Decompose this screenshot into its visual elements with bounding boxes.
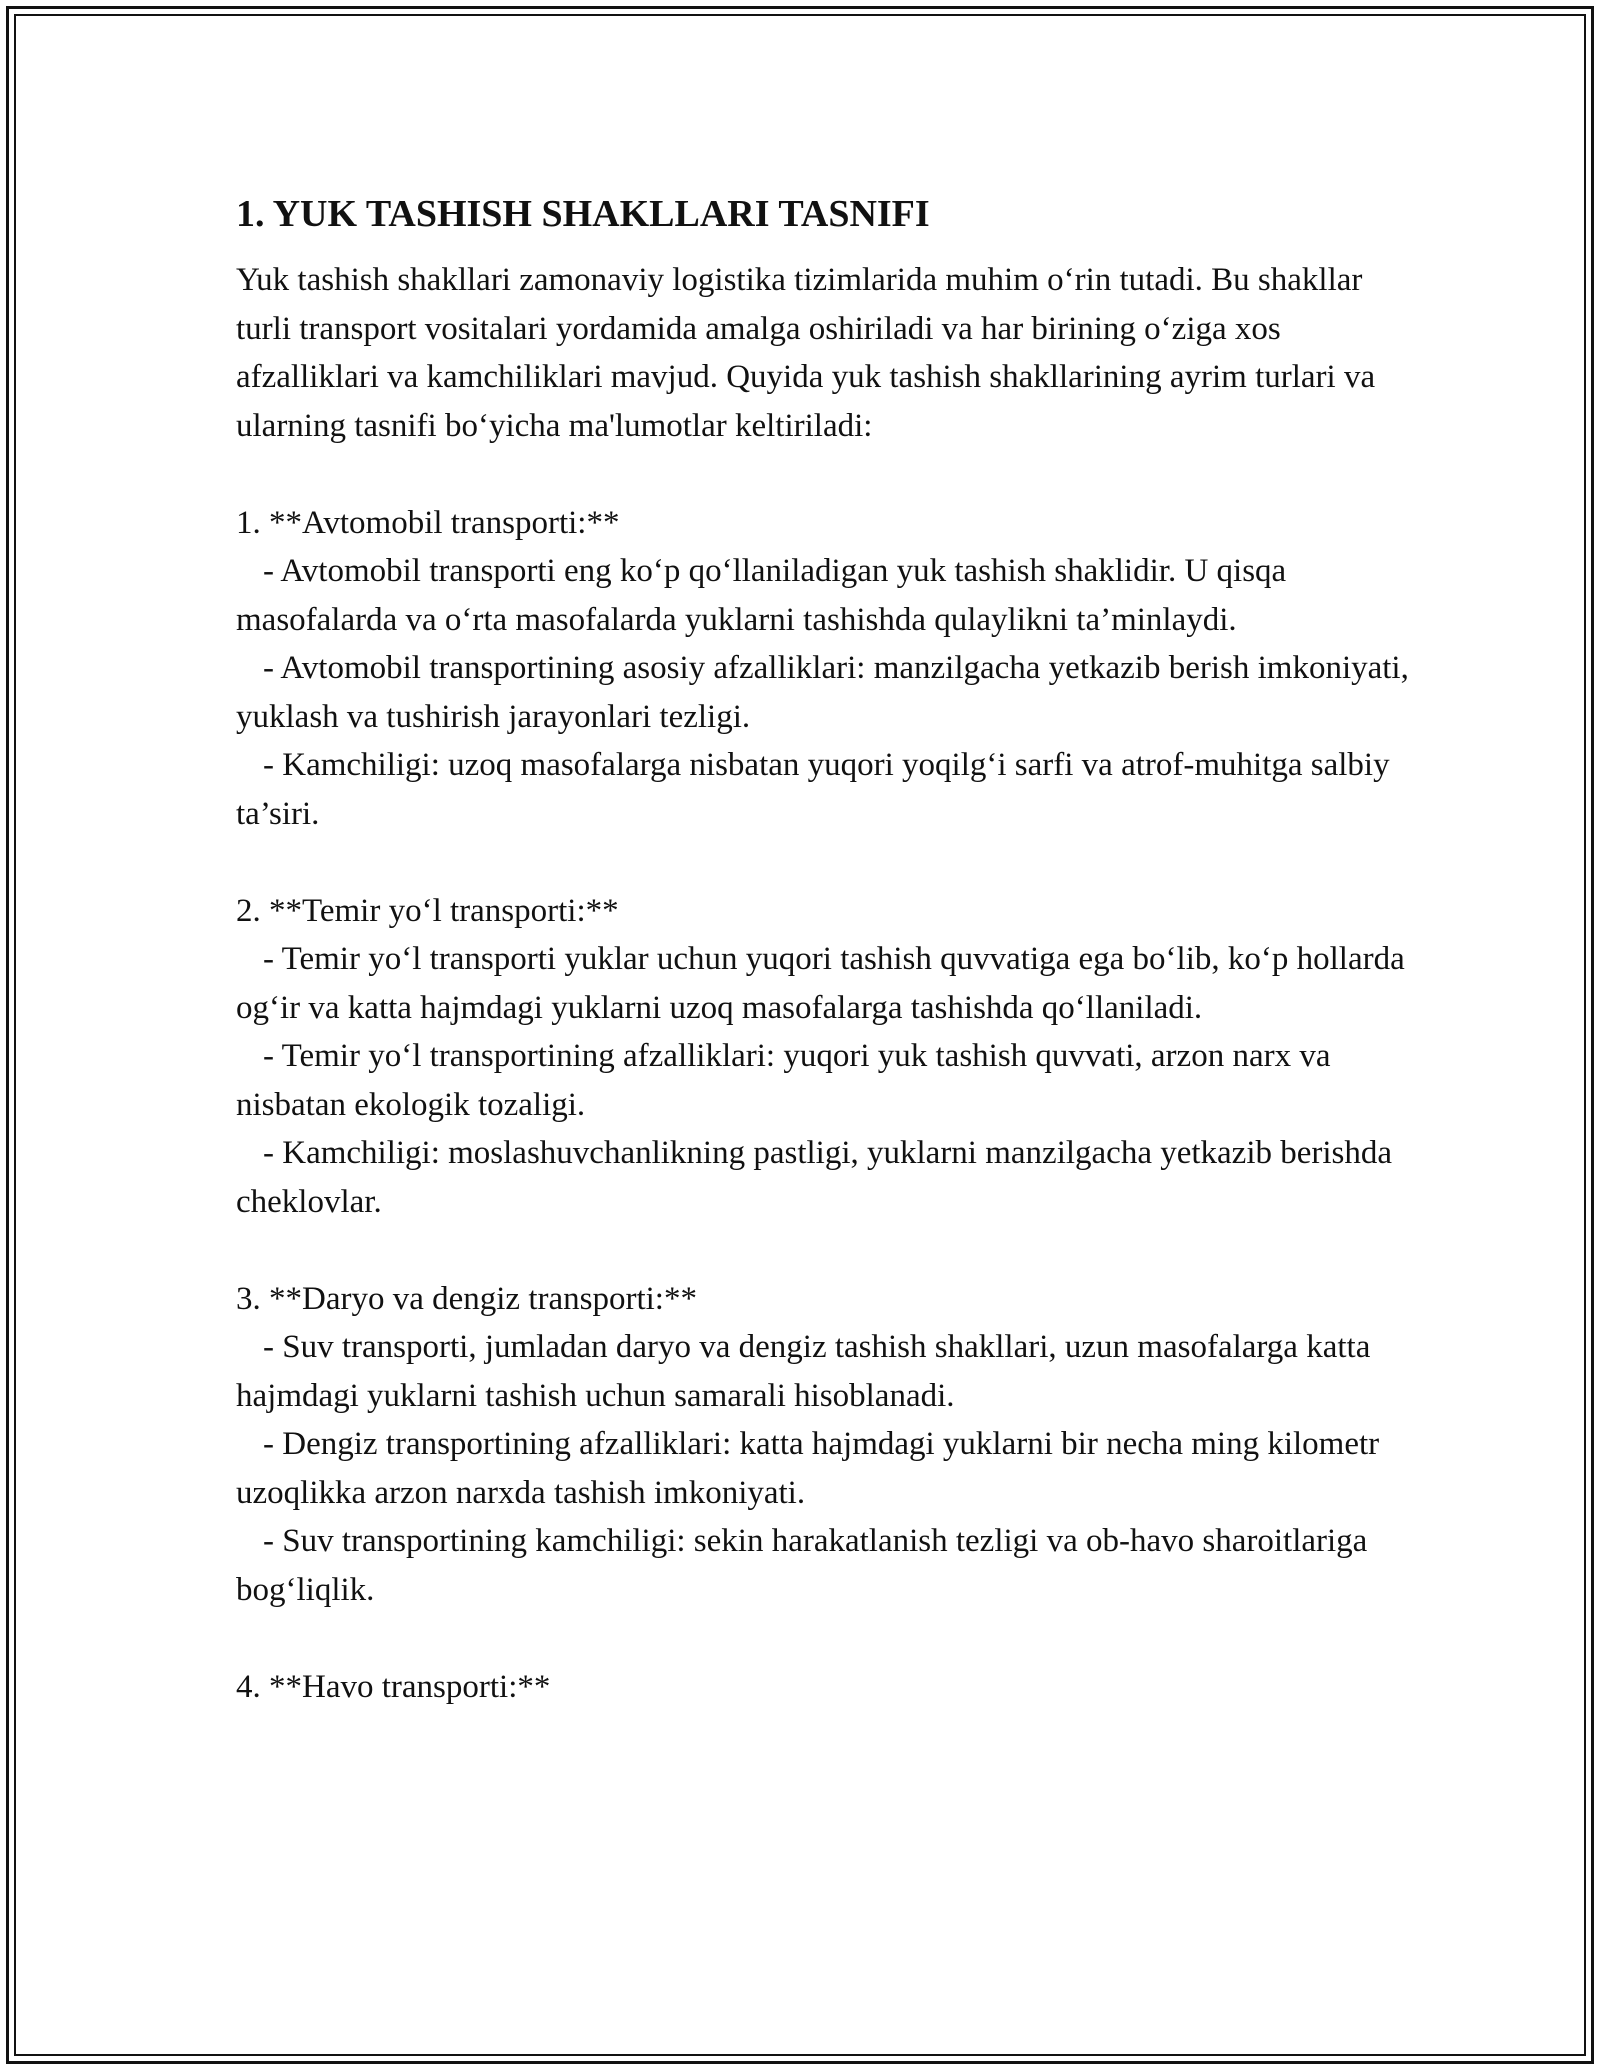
section-avtomobil bbox=[236, 499, 1416, 839]
section-temir-yol bbox=[236, 887, 1416, 1227]
section-item: - Avtomobil transportining asosiy afzalliklari: manzilgacha yetkazib berish imkoniyati, yuklash va tushirish jarayonlari tezligi. bbox=[236, 650, 1418, 735]
document-title: 1. YUK TASHISH SHAKLLARI TASNIFI bbox=[236, 193, 930, 235]
spacer bbox=[236, 450, 1416, 499]
document-body bbox=[236, 186, 1416, 1711]
section-item: - Kamchiligi: moslashuvchanlikning pastligi, yuklarni manzilgacha yetkazib berishda cheklovlar. bbox=[236, 1135, 1401, 1220]
section-heading: 3. **Daryo va dengiz transporti:** bbox=[236, 1280, 697, 1317]
section-havo bbox=[236, 1663, 1416, 1712]
section-item: - Temir yo‘l transportining afzalliklari: yuqori yuk tashish quvvati, arzon narx va nisbatan ekologik tozaligi. bbox=[236, 1038, 1339, 1123]
section-heading: 1. **Avtomobil transporti:** bbox=[236, 504, 620, 541]
section-daryo-dengiz bbox=[236, 1275, 1416, 1615]
section-heading: 2. **Temir yo‘l transporti:** bbox=[236, 892, 619, 929]
intro-paragraph: Yuk tashish shakllari zamonaviy logistika tizimlarida muhim o‘rin tutadi. Bu shakllar turli transport vositalari yordamida amalga oshiriladi va har birining o‘ziga xos afzalliklari va kamchiliklari mavjud. Quyida yuk tashish shakllarining ayrim turlari va ularning tasnifi bo‘yicha ma'lumotlar keltiriladi: bbox=[236, 262, 1384, 444]
spacer bbox=[236, 838, 1416, 887]
spacer bbox=[236, 1614, 1416, 1663]
section-item: - Avtomobil transporti eng ko‘p qo‘llaniladigan yuk tashish shaklidir. U qisqa masofalarda va o‘rta masofalarda yuklarni tashishda qulaylikni ta’minlaydi. bbox=[236, 553, 1295, 638]
section-item: - Dengiz transportining afzalliklari: katta hajmdagi yuklarni bir necha ming kilometr uzoqlikka arzon narxda tashish imkoniyati. bbox=[236, 1426, 1388, 1511]
spacer bbox=[236, 1226, 1416, 1275]
section-item: - Suv transportining kamchiligi: sekin harakatlanish tezligi va ob-havo sharoitlariga bog‘liqlik. bbox=[236, 1523, 1376, 1608]
section-item: - Kamchiligi: uzoq masofalarga nisbatan yuqori yoqilg‘i sarfi va atrof-muhitga salbiy ta’siri. bbox=[236, 747, 1398, 832]
section-heading: 4. **Havo transporti:** bbox=[236, 1668, 551, 1705]
section-item: - Suv transporti, jumladan daryo va dengiz tashish shakllari, uzun masofalarga katta hajmdagi yuklarni tashish uchun samarali hisoblanadi. bbox=[236, 1329, 1379, 1414]
section-item: - Temir yo‘l transporti yuklar uchun yuqori tashish quvvatiga ega bo‘lib, ko‘p hollarda og‘ir va katta hajmdagi yuklarni uzoq masofalarga tashishda qo‘llaniladi. bbox=[236, 941, 1413, 1026]
